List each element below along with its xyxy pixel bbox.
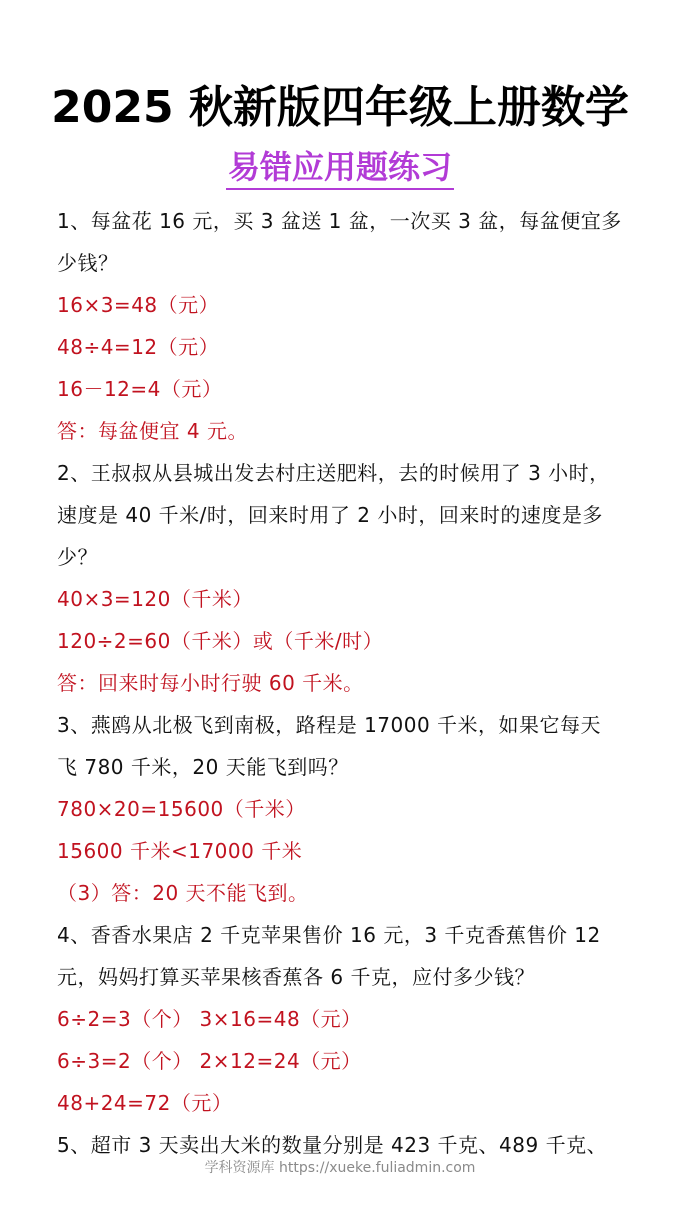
page-subtitle: 易错应用题练习 [226,146,454,190]
page-title: 2025 秋新版四年级上册数学 [51,82,629,133]
question-line: 飞 780 千米，20 天能飞到吗？ [57,755,349,779]
answer-line: 答：回来时每小时行驶 60 千米。 [57,671,364,695]
answer-line: 40×3=120（千米） [57,587,253,611]
question-line: 5、超市 3 天卖出大米的数量分别是 423 千克、489 千克、 [57,1133,608,1157]
answer-line: 答：每盆便宜 4 元。 [57,419,248,443]
question-line: 少？ [57,545,98,569]
answer-line: 120÷2=60（千米）或（千米/时） [57,629,384,653]
answer-line: 6÷2=3（个） 3×16=48（元） [57,1007,362,1031]
answer-line: 780×20=15600（千米） [57,797,306,821]
subtitle-container [0,146,680,190]
watermark-text: 学科资源库 https://xueke.fuliadmin.com [204,1160,476,1176]
question-line: 3、燕鸥从北极飞到南极，路程是 17000 千米，如果它每天 [57,713,602,737]
answer-line: 16×3=48（元） [57,293,220,317]
exercise-content [57,200,637,1166]
question-line: 2、王叔叔从县城出发去村庄送肥料，去的时候用了 3 小时， [57,461,610,485]
answer-line: （3）答：20 天不能飞到。 [57,881,309,905]
question-line: 4、香香水果店 2 千克苹果售价 16 元，3 千克香蕉售价 12 [57,923,601,947]
question-line: 1、每盆花 16 元，买 3 盆送 1 盆，一次买 3 盆，每盆便宜多 [57,209,622,233]
question-line: 少钱？ [57,251,119,275]
question-line: 元，妈妈打算买苹果核香蕉各 6 千克，应付多少钱？ [57,965,535,989]
answer-line: 48+24=72（元） [57,1091,233,1115]
answer-line: 15600 千米<17000 千米 [57,839,303,863]
answer-line: 48÷4=12（元） [57,335,220,359]
question-line: 速度是 40 千米/时，回来时用了 2 小时，回来时的速度是多 [57,503,603,527]
answer-line: 16－12=4（元） [57,377,223,401]
answer-line: 6÷3=2（个） 2×12=24（元） [57,1049,362,1073]
